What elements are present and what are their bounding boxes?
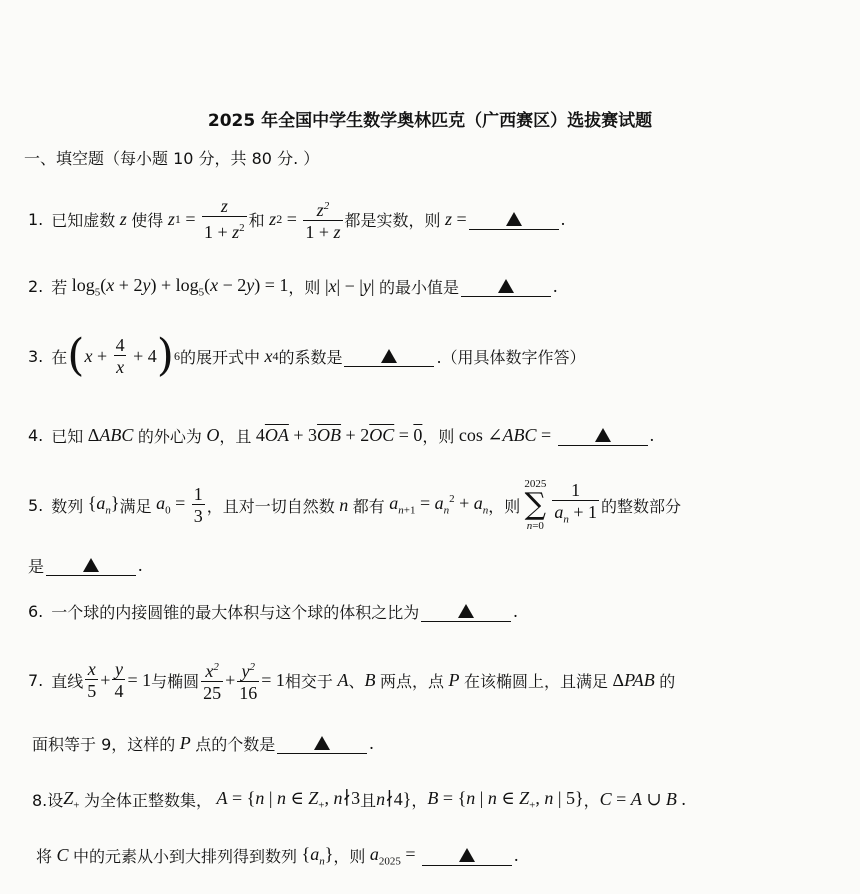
answer-blank[interactable] — [421, 601, 511, 622]
triangle-icon — [595, 428, 611, 442]
answer-blank[interactable] — [46, 555, 136, 576]
question-4: 4. 已知 ΔABC 的外心为 O ，且 $4\overline{OA} + 3\overline{OB} + 2\overline{OC} = 0$ ，则 cos ∠ABC = . — [28, 425, 655, 446]
question-5-cont: 是 . — [28, 555, 143, 576]
triangle-icon — [381, 349, 397, 363]
answer-blank[interactable] — [422, 845, 512, 866]
answer-blank[interactable] — [469, 209, 559, 230]
triangle-icon — [83, 558, 99, 572]
page-title: 2025 年全国中学生数学奥林匹克（广西赛区）选拔赛试题 — [207, 111, 653, 131]
triangle-icon — [314, 736, 330, 750]
triangle-icon — [458, 604, 474, 618]
question-8: 8.设 $Z_+$ 为全体正整数集， A = {n | n ∈ $Z_+$, n∤3 且 n∤4} ， B = {n | n ∈ $Z_+$, n | 5} ， C = A ∪ B . — [32, 788, 686, 812]
question-6: 6. 一个球的内接圆锥的最大体积与这个球的体积之比为 . — [28, 601, 518, 622]
triangle-icon — [506, 212, 522, 226]
question-8-cont: 将 C 中的元素从小到大排列得到数列 $\{a_n\}$ ，则 $a_{2025}$ = . — [36, 844, 519, 868]
question-3: 3. 在 ( x + $\frac{4}{x}$ + 4 ) 6 的展开式中 x 4 的系数是 .（用具体数字作答） — [28, 330, 586, 381]
answer-blank[interactable] — [344, 346, 434, 367]
question-7: 7. 直线 $\frac{x}{5}$ + $\frac{y}{4}$ = 1 与椭圆 $\frac{x^2}{25}$ + $\frac{y^2}{16}$ = 1 相交于 A 、 B 两点，点 P 在该椭圆上，且满足 ΔPAB 的 — [28, 659, 676, 703]
answer-blank[interactable] — [461, 276, 551, 297]
answer-blank[interactable] — [558, 425, 648, 446]
triangle-icon — [498, 279, 514, 293]
answer-blank[interactable] — [277, 733, 367, 754]
section-heading: 一、填空题（每小题 10 分，共 80 分. ） — [24, 149, 320, 168]
question-7-cont: 面积等于 9，这样的 P 点的个数是 . — [32, 733, 374, 754]
triangle-icon — [459, 848, 475, 862]
question-5: 5. 数列 $\{a_n\}$ 满足 $a_0$ = $\frac{1}{3}$ ，且对一切自然数 n 都有 $a_{n+1} = a_n^2 + a_n$ ，则 2025 ∑ n=0 $\frac{1}{a_n + 1}$ 的整数部分 — [28, 478, 681, 532]
question-1: 1. 已知虚数 z 使得 z 1 = $\frac{z}{1 + z^2}$ 和 z 2 = $\frac{z^2}{1 + z}$ 都是实数，则 z = . — [28, 196, 566, 242]
question-2: 2. 若 $\log_5(x + 2y) + \log_5(x - 2y) = 1$ ，则 |x| − |y| 的最小值是 . — [28, 275, 558, 299]
